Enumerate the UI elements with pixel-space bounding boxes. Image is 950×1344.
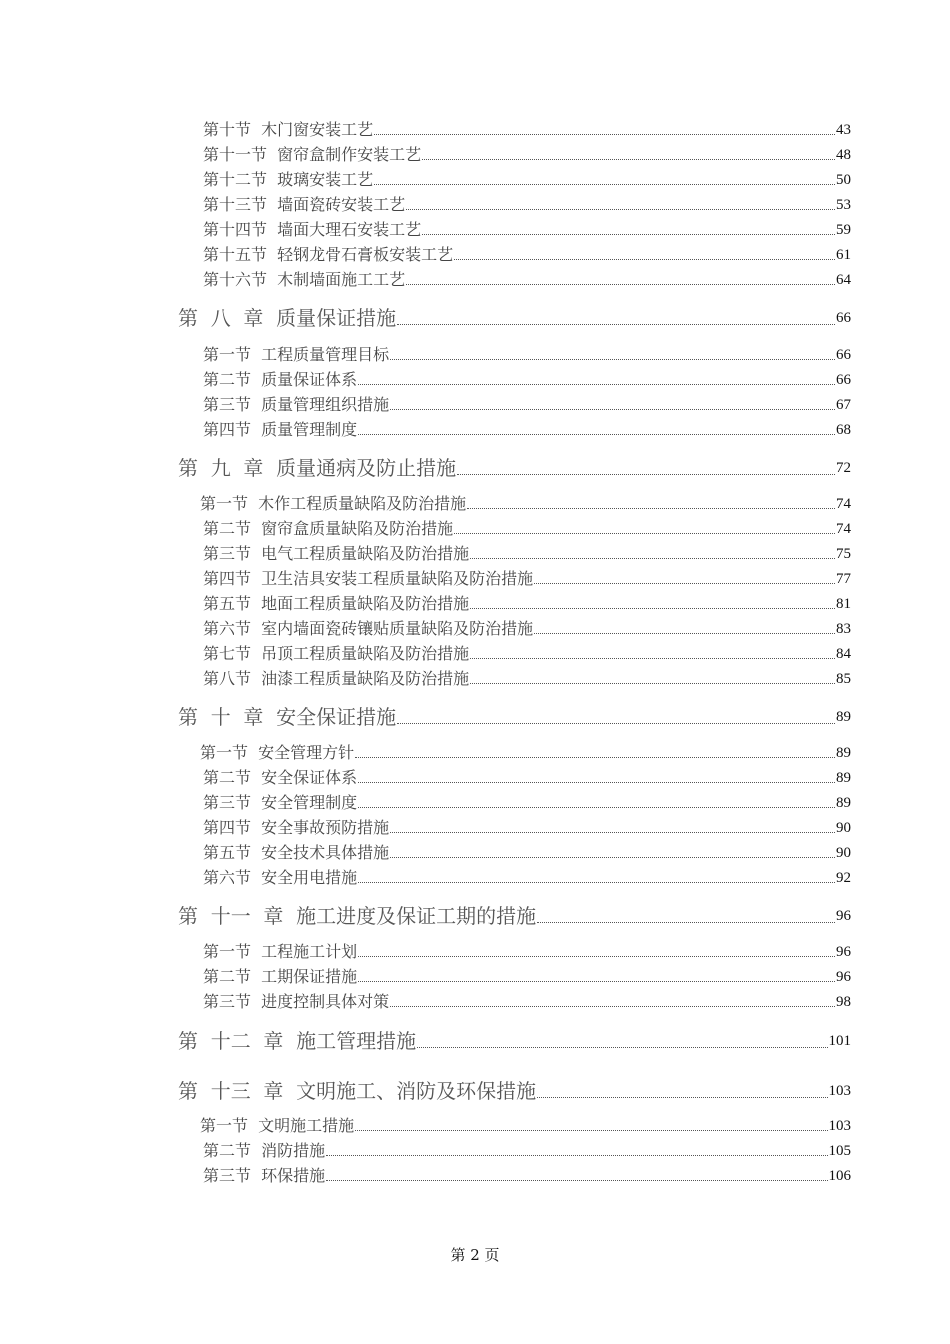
dot-leader (326, 1155, 827, 1156)
dot-leader (358, 782, 835, 783)
toc-entry[interactable] (203, 1137, 851, 1161)
toc-chapter-title: 第 十 章 安全保证措施 (178, 705, 397, 729)
toc-entry[interactable] (203, 963, 851, 987)
dot-leader (397, 324, 835, 325)
toc-entry[interactable] (203, 391, 851, 415)
toc-entry-page: 89 (836, 745, 851, 761)
toc-entry-page: 74 (836, 496, 851, 512)
toc-entry[interactable] (203, 216, 851, 240)
dot-leader (390, 832, 835, 833)
dot-leader (470, 608, 835, 609)
toc-entry-page: 98 (836, 994, 851, 1010)
toc-entry-title: 第五节 安全技术具体措施 (203, 843, 390, 862)
toc-entry-title: 第三节 进度控制具体对策 (203, 992, 390, 1011)
toc-entry-title: 第十二节 玻璃安装工艺 (203, 170, 374, 189)
toc-entry-page: 66 (836, 372, 851, 388)
toc-entry[interactable] (203, 266, 851, 290)
toc-chapter-entry[interactable] (178, 302, 851, 330)
toc-chapter-title: 第 十三 章 文明施工、消防及环保措施 (178, 1079, 537, 1103)
toc-entry[interactable] (203, 864, 851, 888)
toc-entry[interactable] (203, 988, 851, 1012)
toc-entry-title: 第六节 室内墙面瓷砖镶贴质量缺陷及防治措施 (203, 619, 534, 638)
toc-entry-title: 第二节 安全保证体系 (203, 768, 358, 787)
toc-entry[interactable] (203, 166, 851, 190)
toc-entry-title: 第七节 吊顶工程质量缺陷及防治措施 (203, 644, 470, 663)
dot-leader (470, 558, 835, 559)
dot-leader (470, 658, 835, 659)
toc-entry-page: 50 (836, 172, 851, 188)
toc-entry-title: 第十三节 墙面瓷砖安装工艺 (203, 195, 406, 214)
dot-leader (457, 474, 835, 475)
toc-entry-title: 第三节 环保措施 (203, 1166, 326, 1185)
toc-entry-page: 101 (828, 1033, 851, 1049)
toc-entry-title: 第一节 工程施工计划 (203, 942, 358, 961)
dot-leader (534, 633, 835, 634)
toc-entry-title: 第六节 安全用电措施 (203, 868, 358, 887)
dot-leader (397, 723, 835, 724)
toc-entry-page: 81 (836, 596, 851, 612)
toc-entry[interactable] (203, 191, 851, 215)
toc-entry-title: 第二节 质量保证体系 (203, 370, 358, 389)
toc-entry-title: 第十节 木门窗安装工艺 (203, 120, 374, 139)
toc-entry-title: 第三节 安全管理制度 (203, 793, 358, 812)
dot-leader (358, 882, 835, 883)
toc-entry-page: 90 (836, 820, 851, 836)
dot-leader (358, 981, 835, 982)
toc-entry-page: 90 (836, 845, 851, 861)
dot-leader (358, 956, 835, 957)
dot-leader (406, 284, 835, 285)
toc-entry-page: 85 (836, 671, 851, 687)
toc-entry-title: 第二节 消防措施 (203, 1141, 326, 1160)
toc-entry[interactable] (203, 615, 851, 639)
toc-entry-page: 75 (836, 546, 851, 562)
toc-entry-page: 96 (836, 944, 851, 960)
toc-entry[interactable] (203, 416, 851, 440)
toc-entry-title: 第八节 油漆工程质量缺陷及防治措施 (203, 669, 470, 688)
toc-entry[interactable] (200, 490, 851, 514)
toc-entry[interactable] (200, 739, 851, 763)
toc-entry-page: 89 (836, 770, 851, 786)
toc-chapter-entry[interactable] (178, 900, 851, 928)
toc-entry[interactable] (203, 540, 851, 564)
dot-leader (390, 359, 835, 360)
dot-leader (454, 259, 835, 260)
toc-entry-page: 66 (836, 347, 851, 363)
toc-entry-title: 第四节 卫生洁具安装工程质量缺陷及防治措施 (203, 569, 534, 588)
dot-leader (358, 434, 835, 435)
dot-leader (358, 384, 835, 385)
toc-entry-page: 96 (836, 969, 851, 985)
toc-entry[interactable] (203, 565, 851, 589)
toc-entry-page: 61 (836, 247, 851, 263)
toc-entry-page: 64 (836, 272, 851, 288)
toc-entry[interactable] (203, 814, 851, 838)
dot-leader (470, 683, 835, 684)
toc-entry[interactable] (203, 116, 851, 140)
toc-entry-page: 43 (836, 122, 851, 138)
toc-entry-title: 第十四节 墙面大理石安装工艺 (203, 220, 422, 239)
toc-entry[interactable] (203, 590, 851, 614)
toc-entry[interactable] (203, 515, 851, 539)
toc-entry-page: 96 (836, 908, 851, 924)
dot-leader (537, 922, 835, 923)
toc-entry-page: 89 (836, 709, 851, 725)
toc-entry-title: 第一节 工程质量管理目标 (203, 345, 390, 364)
toc-entry-title: 第十六节 木制墙面施工工艺 (203, 270, 406, 289)
toc-entry[interactable] (203, 241, 851, 265)
toc-entry[interactable] (203, 141, 851, 165)
toc-entry-title: 第五节 地面工程质量缺陷及防治措施 (203, 594, 470, 613)
toc-entry[interactable] (203, 938, 851, 962)
toc-entry-title: 第一节 文明施工措施 (200, 1116, 355, 1135)
dot-leader (390, 1006, 835, 1007)
toc-entry-page: 103 (828, 1083, 851, 1099)
toc-entry-title: 第二节 工期保证措施 (203, 967, 358, 986)
toc-entry[interactable] (203, 665, 851, 689)
toc-entry-title: 第一节 安全管理方针 (200, 743, 355, 762)
dot-leader (467, 508, 835, 509)
toc-entry[interactable] (203, 764, 851, 788)
dot-leader (422, 234, 835, 235)
dot-leader (417, 1047, 827, 1048)
toc-entry[interactable] (203, 366, 851, 390)
toc-entry-title: 第三节 质量管理组织措施 (203, 395, 390, 414)
dot-leader (374, 134, 835, 135)
toc-entry-title: 第三节 电气工程质量缺陷及防治措施 (203, 544, 470, 563)
toc-entry[interactable] (203, 839, 851, 863)
toc-chapter-entry[interactable] (178, 1025, 851, 1053)
toc-entry-page: 77 (836, 571, 851, 587)
toc-entry-page: 66 (836, 310, 851, 326)
toc-entry[interactable] (203, 341, 851, 365)
dot-leader (390, 857, 835, 858)
toc-entry-page: 68 (836, 422, 851, 438)
toc-entry[interactable] (200, 1112, 851, 1136)
toc-chapter-entry[interactable] (178, 1075, 851, 1103)
toc-chapter-title: 第 九 章 质量通病及防止措施 (178, 456, 457, 480)
toc-entry-page: 89 (836, 795, 851, 811)
toc-chapter-entry[interactable] (178, 452, 851, 480)
toc-entry-title: 第四节 质量管理制度 (203, 420, 358, 439)
toc-chapter-title: 第 十一 章 施工进度及保证工期的措施 (178, 904, 537, 928)
toc-entry-page: 72 (836, 460, 851, 476)
dot-leader (358, 807, 835, 808)
dot-leader (374, 184, 835, 185)
dot-leader (406, 209, 835, 210)
page-footer-number: 第 2 页 (450, 1246, 500, 1264)
toc-entry-page: 59 (836, 222, 851, 238)
toc-entry[interactable] (203, 640, 851, 664)
toc-entry-page: 103 (828, 1118, 851, 1134)
toc-entry-title: 第一节 木作工程质量缺陷及防治措施 (200, 494, 467, 513)
toc-entry-title: 第四节 安全事故预防措施 (203, 818, 390, 837)
toc-entry[interactable] (203, 1162, 851, 1186)
dot-leader (390, 409, 835, 410)
toc-entry-title: 第十一节 窗帘盒制作安装工艺 (203, 145, 422, 164)
dot-leader (534, 583, 835, 584)
toc-entry-page: 74 (836, 521, 851, 537)
toc-entry-title: 第二节 窗帘盒质量缺陷及防治措施 (203, 519, 454, 538)
toc-entry-page: 84 (836, 646, 851, 662)
toc-entry-page: 83 (836, 621, 851, 637)
toc-entry-page: 48 (836, 147, 851, 163)
dot-leader (355, 757, 835, 758)
toc-chapter-title: 第 十二 章 施工管理措施 (178, 1029, 417, 1053)
toc-entry-page: 67 (836, 397, 851, 413)
dot-leader (422, 159, 835, 160)
toc-entry-page: 53 (836, 197, 851, 213)
dot-leader (355, 1130, 827, 1131)
toc-chapter-entry[interactable] (178, 701, 851, 729)
dot-leader (537, 1097, 827, 1098)
toc-entry-title: 第十五节 轻钢龙骨石膏板安装工艺 (203, 245, 454, 264)
dot-leader (326, 1180, 827, 1181)
toc-chapter-title: 第 八 章 质量保证措施 (178, 306, 397, 330)
toc-entry-page: 106 (828, 1168, 851, 1184)
toc-entry[interactable] (203, 789, 851, 813)
dot-leader (454, 533, 835, 534)
toc-entry-page: 105 (828, 1143, 851, 1159)
toc-entry-page: 92 (836, 870, 851, 886)
